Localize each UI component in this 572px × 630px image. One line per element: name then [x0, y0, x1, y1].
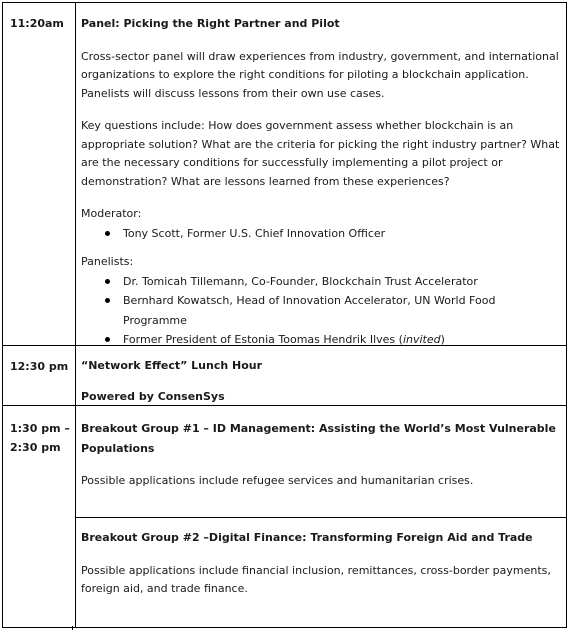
- breakout-group2-description: Possible applications include financial inclusion, remittances, cross-border payments, foreign aid, and trade finance.: [81, 563, 551, 595]
- breakout-time-end: 2:30 pm: [10, 441, 61, 454]
- lunch-sponsor: Powered by ConsenSys: [81, 389, 225, 403]
- breakout-group1-cell: [81, 419, 561, 491]
- list-item: [81, 291, 561, 330]
- row-divider: [75, 517, 566, 518]
- panelists-list: [81, 272, 561, 350]
- list-item: [81, 224, 561, 244]
- panel-cell: [81, 15, 561, 350]
- panel-key-questions: Key questions include: How does government assess whether blockchain is an appropriate solution? What are the criteria for picking the right industry partner? What are the necessary conditions for successfully implementing a pilot project or demonstration? What are lessons learned from these experiences?: [81, 119, 560, 188]
- panel-time: 11:20am: [10, 17, 64, 30]
- breakout-group2-title: Breakout Group #2 –Digital Finance: Transforming Foreign Aid and Trade: [81, 531, 533, 544]
- lunch-time: 12:30 pm: [10, 360, 69, 373]
- invited-note: invited: [402, 333, 441, 346]
- breakout-group1-description: Possible applications include refugee services and humanitarian crises.: [81, 474, 474, 487]
- list-item: Former President of Estonia Toomas Hendrik Ilves (invited): [81, 330, 561, 350]
- bullet-icon: [105, 337, 110, 342]
- moderator-list: [81, 224, 561, 244]
- list-item: [81, 272, 561, 292]
- panelist-name: Former President of Estonia Toomas Hendrik Ilves: [123, 333, 396, 346]
- column-tick: [72, 626, 73, 630]
- breakout-group1-title: Breakout Group #1 – ID Management: Assisting the World’s Most Vulnerable Populations: [81, 422, 556, 455]
- moderator-name: Tony Scott, Former U.S. Chief Innovation Officer: [123, 226, 386, 240]
- panelist-name: Dr. Tomicah Tillemann, Co-Founder, Blockchain Trust Accelerator: [123, 274, 478, 288]
- bullet-icon: [105, 231, 110, 236]
- lunch-title: “Network Effect” Lunch Hour: [81, 359, 263, 372]
- breakout-time: [10, 419, 70, 457]
- panelists-label: Panelists:: [81, 255, 134, 268]
- bullet-icon: [105, 279, 110, 284]
- panel-title: Panel: Picking the Right Partner and Pilot: [81, 17, 340, 30]
- lunch-cell: [81, 357, 561, 406]
- panel-description: Cross-sector panel will draw experiences from industry, government, and international organizations to explore the right conditions for piloting a blockchain application. Panelists will discuss lessons from their own use cases.: [81, 49, 559, 100]
- bullet-icon: [105, 298, 110, 303]
- moderator-label: Moderator:: [81, 207, 142, 220]
- breakout-time-start: 1:30 pm –: [10, 422, 70, 435]
- agenda-table: [2, 2, 567, 628]
- column-divider: [75, 3, 76, 627]
- breakout-group2-cell: [81, 529, 561, 599]
- panelist-name: Bernhard Kowatsch, Head of Innovation Accelerator, UN World Food Programme: [123, 294, 496, 327]
